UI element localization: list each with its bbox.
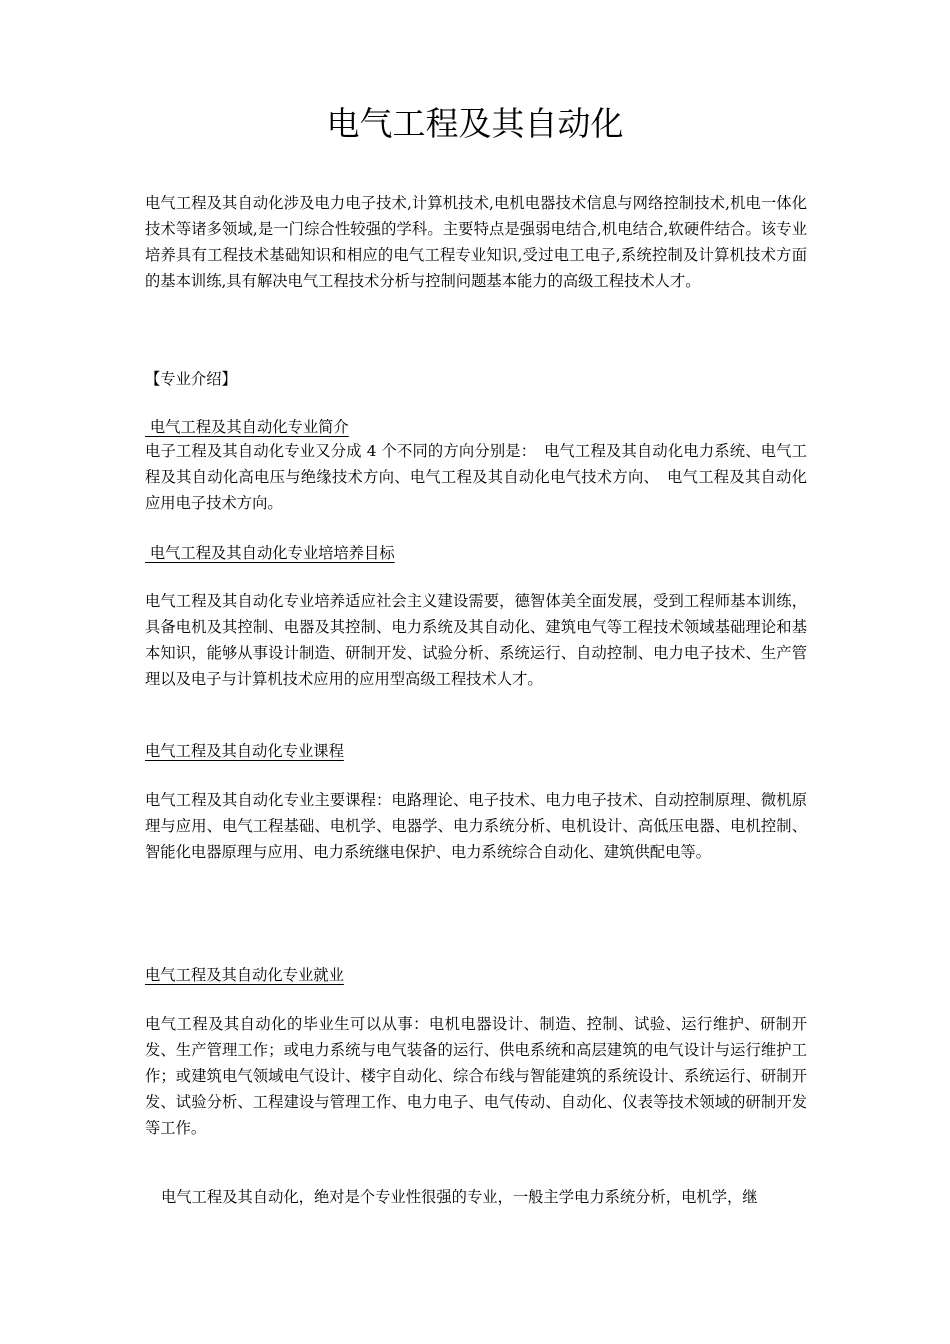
section-heading-employment: 电气工程及其自动化专业就业 [145,966,344,984]
section-body-overview: 电子工程及其自动化专业又分成 4 个不同的方向分别是： 电气工程及其自动化电力系统、电气工程及其自动化高电压与绝缘技术方向、电气工程及其自动化电气技术方向、 电气工程及其自动化应用电子技术方向。 [145,442,807,512]
section-heading-goals: 电气工程及其自动化专业培培养目标 [145,544,395,562]
section-body-employment: 电气工程及其自动化的毕业生可以从事：电机电器设计、制造、控制、试验、运行维护、研制开发、生产管理工作；或电力系统与电气装备的运行、供电系统和高层建筑的电气设计与运行维护工作；或建筑电气领域电气设计、楼宇自动化、综合布线与智能建筑的系统设计、系统运行、研制开发、试验分析、工程建设与管理工作、电力电子、电气传动、自动化、仪表等技术领域的研制开发等工作。 [145,1015,807,1137]
section-heading-overview: 电气工程及其自动化专业简介 [145,418,349,436]
section-body-courses: 电气工程及其自动化专业主要课程：电路理论、电子技术、电力电子技术、自动控制原理、微机原理与应用、电气工程基础、电机学、电器学、电力系统分析、电机设计、高低压电器、电机控制、智能化电器原理与应用、电力系统继电保护、电力系统综合自动化、建筑供配电等。 [145,791,807,861]
closing-paragraph: 电气工程及其自动化，绝对是个专业性很强的专业，一般主学电力系统分析，电机学，继 [161,1188,758,1206]
document-title: 电气工程及其自动化 [326,104,624,143]
section-body-goals: 电气工程及其自动化专业培养适应社会主义建设需要，德智体美全面发展，受到工程师基本训练，具备电机及其控制、电器及其控制、电力系统及其自动化、建筑电气等工程技术领域基础理论和基本知识，能够从事设计制造、研制开发、试验分析、系统运行、自动控制、电力电子技术、生产管理以及电子与计算机技术应用的应用型高级工程技术人才。 [145,592,807,688]
section-label: 【专业介绍】 [145,370,237,388]
intro-paragraph: 电气工程及其自动化涉及电力电子技术,计算机技术,电机电器技术信息与网络控制技术,机电一体化技术等诸多领域,是一门综合性较强的学科。主要特点是强弱电结合,机电结合,软硬件结合。该专业培养具有工程技术基础知识和相应的电气工程专业知识,受过电工电子,系统控制及计算机技术方面的基本训练,具有解决电气工程技术分析与控制问题基本能力的高级工程技术人才。 [145,194,807,290]
section-heading-courses: 电气工程及其自动化专业课程 [145,742,344,760]
